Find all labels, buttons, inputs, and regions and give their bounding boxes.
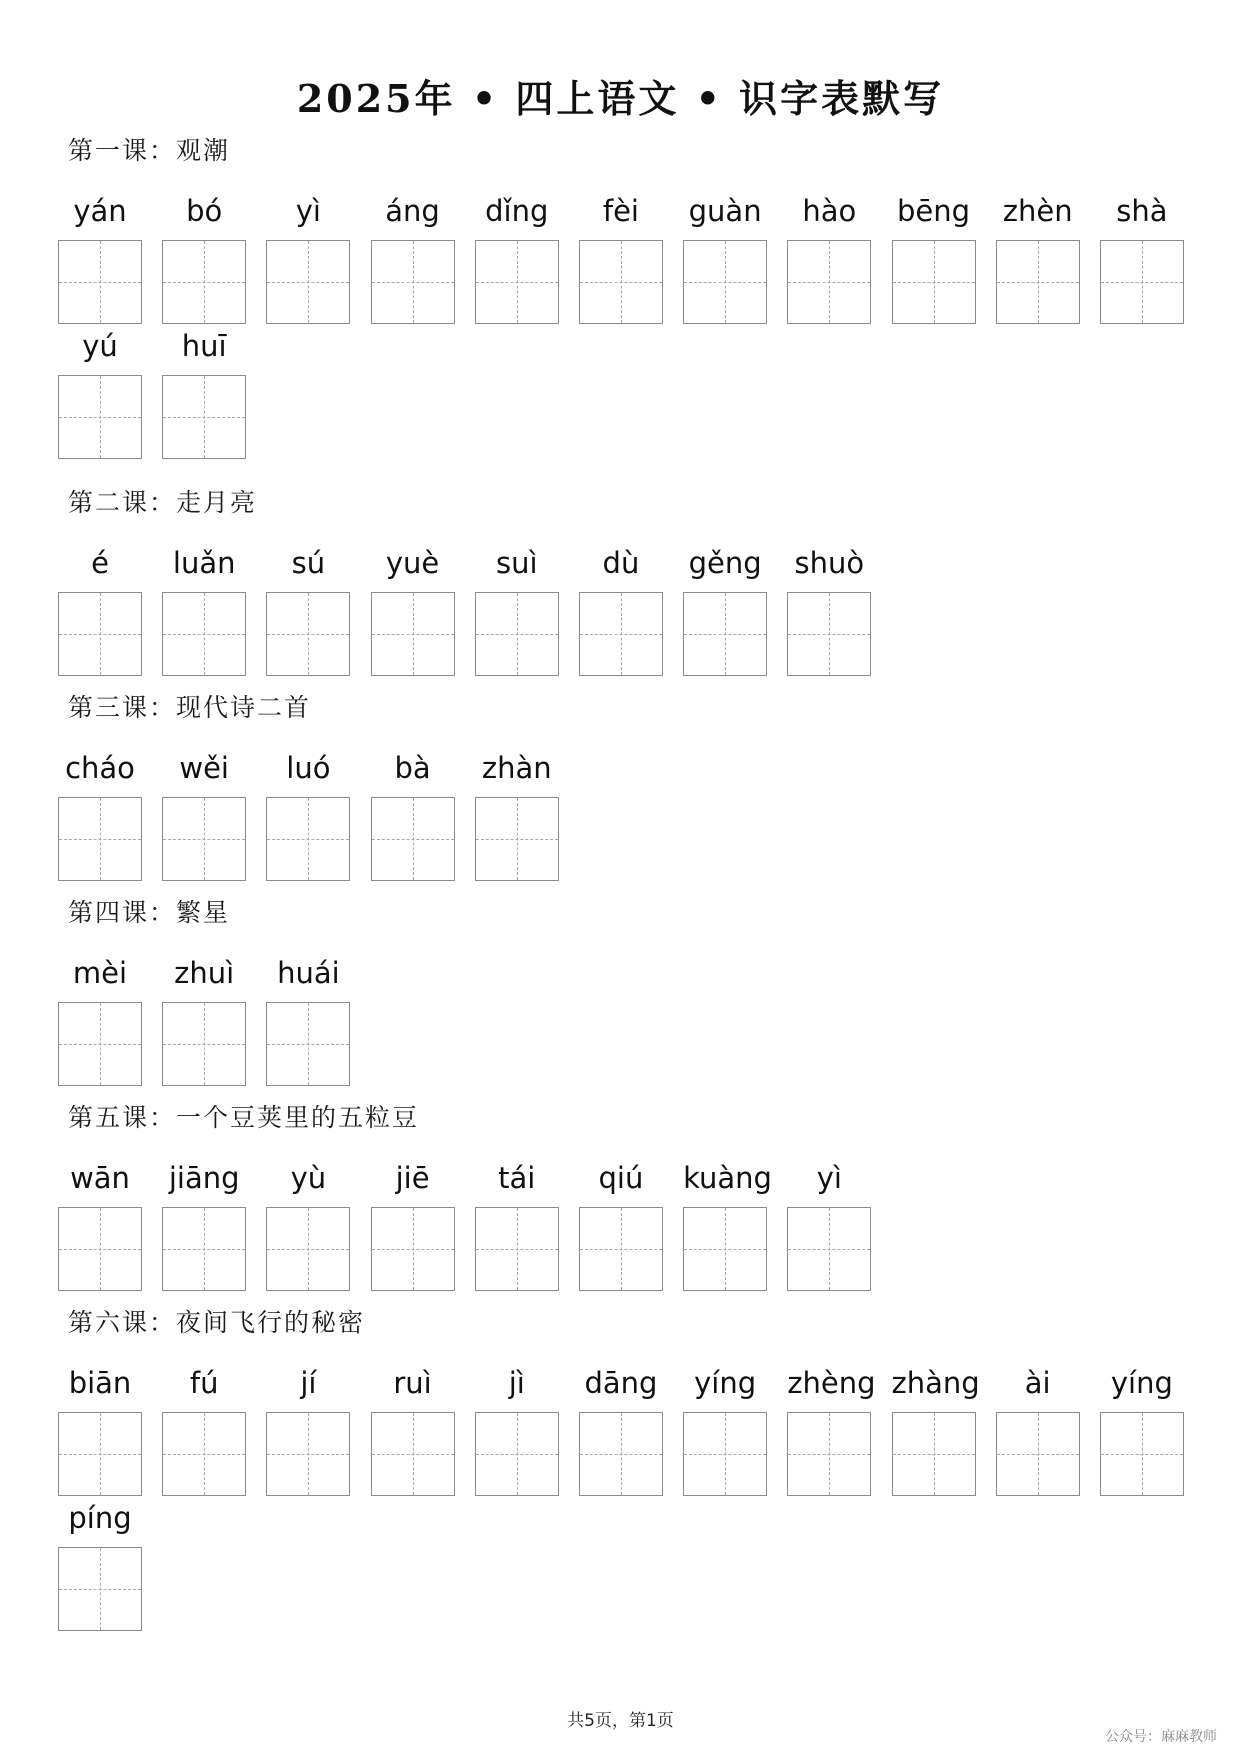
pinyin-label: zhèng [787,1366,876,1400]
writing-box[interactable] [162,797,246,881]
pinyin-label: qiú [598,1161,644,1195]
lesson-title: 第六课：夜间飞行的秘密 [68,1308,366,1337]
char-cell [475,1156,559,1291]
writing-box[interactable] [579,1412,663,1496]
writing-box[interactable] [371,797,455,881]
char-cell [683,541,767,676]
pinyin-label: píng [68,1501,132,1535]
char-cell [475,1361,559,1496]
pinyin-grid [58,1156,1184,1291]
pinyin-label: suì [495,546,538,580]
writing-box[interactable] [266,797,350,881]
writing-box[interactable] [787,1412,871,1496]
char-cell [371,541,455,676]
char-cell [162,541,246,676]
writing-box[interactable] [996,1412,1080,1496]
writing-box[interactable] [58,1207,142,1291]
pinyin-label: zhuì [174,956,235,990]
char-cell [58,746,142,881]
pinyin-label: bēng [896,194,971,228]
writing-box[interactable] [475,1207,559,1291]
char-cell [371,746,455,881]
writing-box[interactable] [58,797,142,881]
pinyin-label: guàn [688,194,762,228]
writing-box[interactable] [683,1207,767,1291]
char-cell [787,1361,876,1496]
char-cell [162,324,246,459]
pinyin-label: shuò [794,546,865,580]
writing-box[interactable] [787,592,871,676]
lesson-4 [58,893,1184,1086]
writing-box[interactable] [787,240,871,324]
pinyin-label: biān [68,1366,132,1400]
pinyin-label: shà [1116,194,1168,228]
writing-box[interactable] [58,375,142,459]
char-cell [266,1156,350,1291]
pinyin-label: jiāng [168,1161,240,1195]
writing-box[interactable] [996,240,1080,324]
pinyin-grid [58,951,1184,1086]
writing-box[interactable] [266,1002,350,1086]
pinyin-label: mèi [72,956,128,990]
char-cell [58,1361,142,1496]
char-cell [787,541,871,676]
writing-box[interactable] [266,1207,350,1291]
char-cell [266,951,350,1086]
writing-box[interactable] [162,1002,246,1086]
pinyin-label: luǎn [172,546,236,580]
pinyin-label: áng [385,194,440,228]
char-cell [996,189,1080,324]
writing-box[interactable] [1100,1412,1184,1496]
lesson-title: 第一课：观潮 [68,136,231,165]
char-cell [162,189,246,324]
char-cell [162,951,246,1086]
writing-box[interactable] [892,1412,976,1496]
writing-box[interactable] [683,240,767,324]
char-cell [58,1496,142,1631]
char-cell [787,1156,871,1291]
pinyin-label: wěi [179,751,229,785]
writing-box[interactable] [1100,240,1184,324]
pinyin-label: zhèn [1002,194,1073,228]
lesson-title: 第二课：走月亮 [68,488,258,517]
writing-box[interactable] [683,592,767,676]
char-cell [579,541,663,676]
char-cell [475,189,559,324]
pinyin-label: jì [508,1366,525,1400]
pinyin-label: wān [70,1161,130,1195]
lesson-title: 第三课：现代诗二首 [68,693,312,722]
pinyin-label: cháo [65,751,135,785]
char-cell [787,189,871,324]
pinyin-label: bó [186,194,223,228]
pinyin-label: yì [816,1161,842,1195]
lesson-title: 第五课：一个豆荚里的五粒豆 [68,1103,420,1132]
pinyin-grid [58,746,1184,881]
char-cell [266,541,350,676]
writing-box[interactable] [787,1207,871,1291]
char-cell [58,189,142,324]
pinyin-label: bà [394,751,431,785]
char-cell [266,189,350,324]
pinyin-label: jí [300,1366,317,1400]
pinyin-label: jiē [395,1161,430,1195]
pinyin-label: yuè [385,546,440,580]
char-cell [996,1361,1080,1496]
writing-box[interactable] [475,797,559,881]
char-cell [162,1156,246,1291]
char-cell [162,746,246,881]
char-cell [475,746,559,881]
pinyin-label: é [91,546,109,580]
writing-box[interactable] [266,240,350,324]
pinyin-label: sú [291,546,326,580]
writing-box[interactable] [58,592,142,676]
writing-box[interactable] [58,240,142,324]
pinyin-label: zhàng [891,1366,980,1400]
lesson-3 [58,688,1184,881]
char-cell [371,1361,455,1496]
pinyin-label: huī [181,329,227,363]
char-cell [58,324,142,459]
pinyin-label: yì [295,194,321,228]
pinyin-label: tái [498,1161,536,1195]
pinyin-label: hào [802,194,857,228]
writing-box[interactable] [266,592,350,676]
pinyin-label: huái [277,956,340,990]
writing-box[interactable] [475,592,559,676]
pinyin-label: yíng [694,1366,757,1400]
writing-box[interactable] [683,1412,767,1496]
char-cell [579,189,663,324]
char-cell [579,1361,663,1496]
pinyin-label: kuàng [683,1161,772,1195]
pinyin-label: fèi [602,194,639,228]
pinyin-label: dǐng [485,194,549,228]
writing-box[interactable] [162,240,246,324]
char-cell [683,1156,772,1291]
char-cell [475,541,559,676]
writing-box[interactable] [475,1412,559,1496]
pinyin-label: zhàn [481,751,552,785]
writing-box[interactable] [892,240,976,324]
pinyin-grid [58,1361,1184,1631]
writing-box[interactable] [162,1412,246,1496]
page-title: 2025年 • 四上语文 • 识字表默写 [296,76,945,121]
writing-box[interactable] [371,592,455,676]
pinyin-grid [58,541,1184,676]
char-cell [579,1156,663,1291]
pinyin-label: fú [189,1366,219,1400]
watermark: 公众号：麻麻教师 [1105,1729,1217,1745]
writing-box[interactable] [162,592,246,676]
writing-box[interactable] [579,592,663,676]
lesson-1 [58,131,1184,459]
writing-box[interactable] [371,1207,455,1291]
pinyin-grid [58,189,1184,459]
writing-box[interactable] [579,240,663,324]
pinyin-label: yán [73,194,127,228]
pinyin-label: luó [286,751,331,785]
char-cell [58,951,142,1086]
char-cell [891,1361,980,1496]
writing-box[interactable] [475,240,559,324]
writing-box[interactable] [371,240,455,324]
pinyin-label: dāng [584,1366,658,1400]
writing-box[interactable] [58,1547,142,1631]
lesson-title: 第四课：繁星 [68,898,231,927]
char-cell [683,1361,767,1496]
writing-box[interactable] [162,1207,246,1291]
page-footer: 共5页，第1页 [567,1711,674,1731]
pinyin-label: yù [290,1161,327,1195]
writing-box[interactable] [58,1412,142,1496]
lesson-5 [58,1098,1184,1291]
lesson-2 [58,483,1184,676]
writing-box[interactable] [371,1412,455,1496]
char-cell [683,189,767,324]
char-cell [1100,189,1184,324]
char-cell [892,189,976,324]
pinyin-label: ruì [393,1366,432,1400]
char-cell [162,1361,246,1496]
char-cell [266,746,350,881]
char-cell [371,189,455,324]
writing-box[interactable] [162,375,246,459]
char-cell [1100,1361,1184,1496]
pinyin-label: dù [602,546,640,580]
char-cell [266,1361,350,1496]
pinyin-label: ài [1024,1366,1051,1400]
char-cell [58,1156,142,1291]
pinyin-label: yú [82,329,118,363]
char-cell [58,541,142,676]
writing-box[interactable] [58,1002,142,1086]
writing-box[interactable] [579,1207,663,1291]
writing-box[interactable] [266,1412,350,1496]
pinyin-label: yíng [1110,1366,1173,1400]
char-cell [371,1156,455,1291]
pinyin-label: gěng [688,546,762,580]
lesson-6 [58,1303,1184,1631]
